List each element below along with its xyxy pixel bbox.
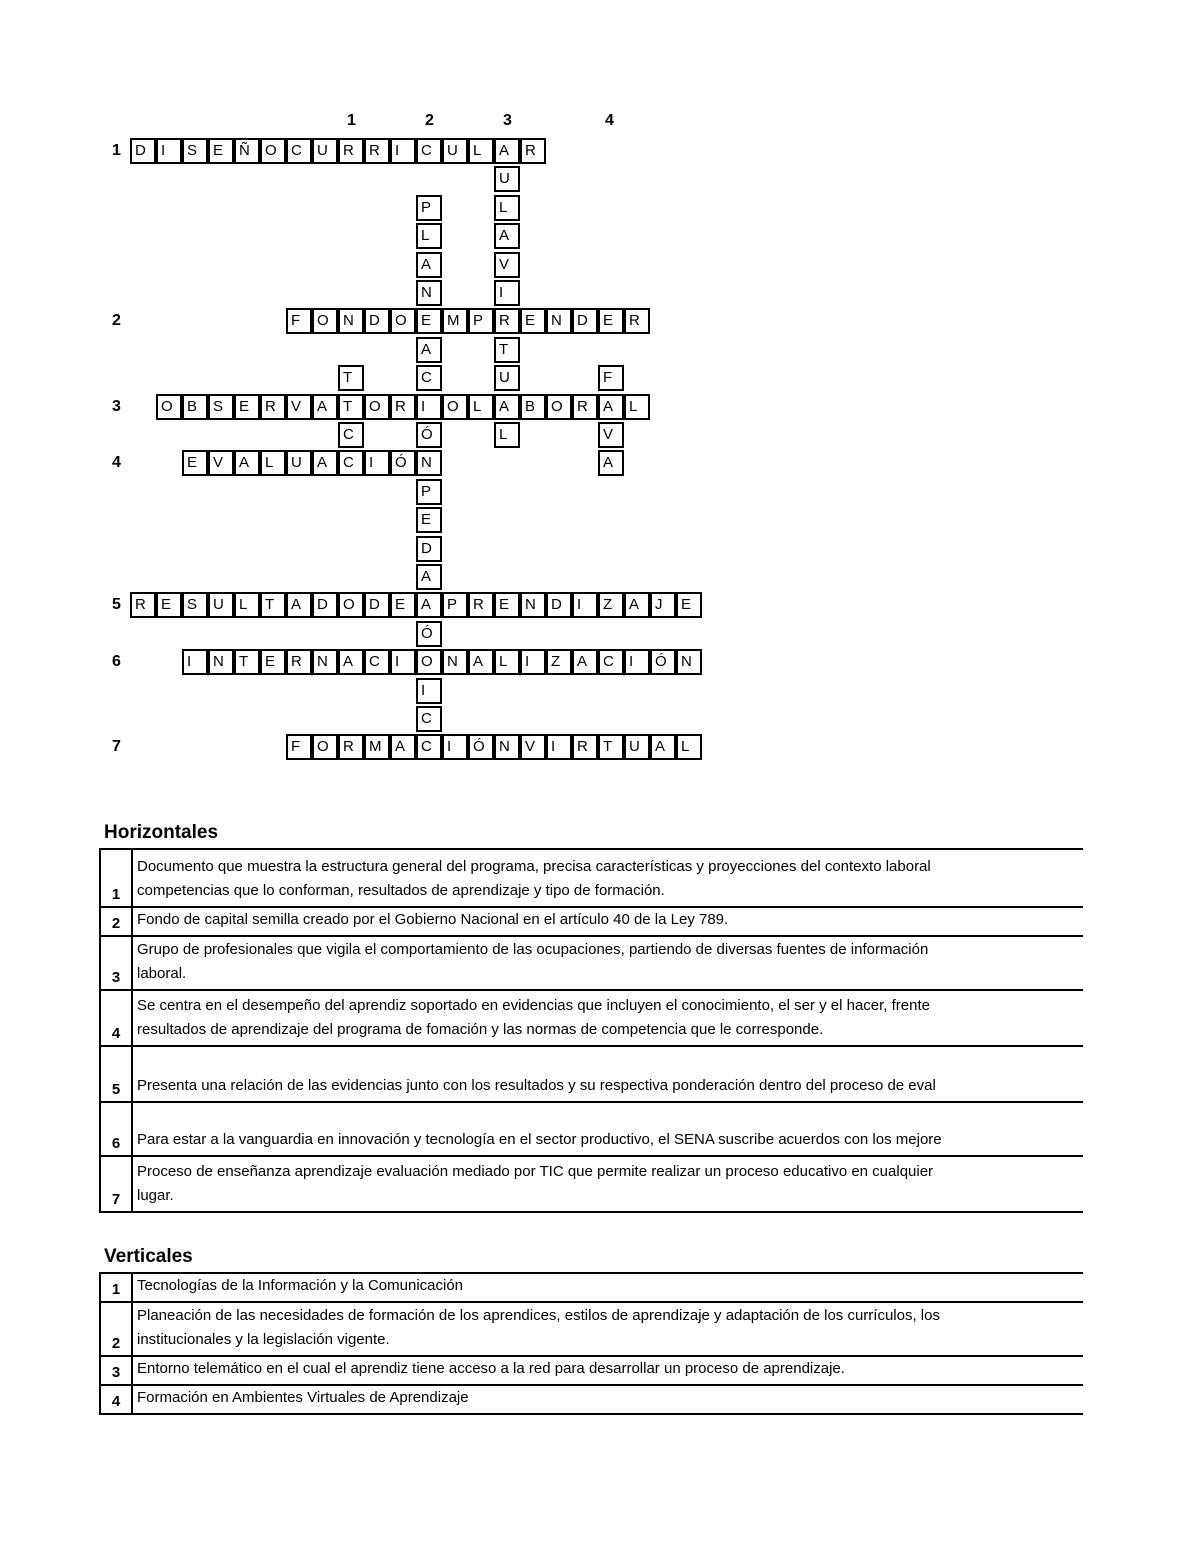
crossword-cell[interactable]: E xyxy=(390,592,416,618)
column-number: 1 xyxy=(347,112,356,129)
crossword-cell[interactable]: T xyxy=(598,734,624,760)
crossword-cell[interactable]: N xyxy=(546,308,572,334)
crossword-cell[interactable]: R xyxy=(364,138,390,164)
crossword-cell[interactable]: C xyxy=(416,138,442,164)
crossword-cell[interactable]: U xyxy=(208,592,234,618)
crossword-cell[interactable]: C xyxy=(286,138,312,164)
clue-line: resultados de aprendizaje del programa de fomación y las normas de competencia que le corresponde. xyxy=(137,1021,824,1038)
crossword-cell[interactable]: E xyxy=(182,450,208,476)
crossword-cell[interactable]: R xyxy=(572,734,598,760)
crossword-cell[interactable]: O xyxy=(390,308,416,334)
clue-text xyxy=(132,907,1083,936)
clue-number: 6 xyxy=(100,1102,132,1156)
crossword-cell[interactable]: N xyxy=(520,592,546,618)
row-number: 5 xyxy=(112,596,121,614)
crossword-cell[interactable]: Ó xyxy=(390,450,416,476)
crossword-cell[interactable]: A xyxy=(494,223,520,249)
crossword-cell[interactable]: O xyxy=(260,138,286,164)
crossword-cell[interactable]: T xyxy=(338,365,364,391)
crossword-cell[interactable]: P xyxy=(442,592,468,618)
crossword-cell[interactable]: O xyxy=(156,394,182,420)
crossword-cell[interactable]: V xyxy=(520,734,546,760)
clue-line: Fondo de capital semilla creado por el Gobierno Nacional en el artículo 40 de la Ley 789. xyxy=(137,911,729,928)
crossword-cell[interactable]: Z xyxy=(598,592,624,618)
horizontales-title: Horizontales xyxy=(104,822,219,843)
row-number: 4 xyxy=(112,454,121,472)
crossword-cell[interactable]: A xyxy=(650,734,676,760)
crossword-cell[interactable]: L xyxy=(494,195,520,221)
clue-line: Planeación de las necesidades de formación de los aprendices, estilos de aprendizaje y adaptación de los currículos, los xyxy=(137,1307,940,1324)
crossword-cell[interactable]: I xyxy=(442,734,468,760)
crossword-cell[interactable]: A xyxy=(338,649,364,675)
crossword-cell[interactable]: C xyxy=(338,422,364,448)
crossword-cell[interactable]: R xyxy=(338,734,364,760)
clue-row xyxy=(100,990,1083,1046)
crossword-cell[interactable]: I xyxy=(416,394,442,420)
crossword-cell[interactable]: O xyxy=(546,394,572,420)
crossword-cell[interactable]: E xyxy=(416,308,442,334)
crossword-cell[interactable]: A xyxy=(624,592,650,618)
row-number: 3 xyxy=(112,397,121,415)
clue-row xyxy=(100,1046,1083,1102)
clue-line: Presenta una relación de las evidencias junto con los resultados y su respectiva ponderación dentro del proceso de eval xyxy=(137,1077,936,1094)
clue-number: 5 xyxy=(100,1046,132,1102)
crossword-cell[interactable]: L xyxy=(234,592,260,618)
crossword-cell[interactable]: S xyxy=(182,138,208,164)
crossword-cell[interactable]: L xyxy=(494,422,520,448)
crossword-cell[interactable]: A xyxy=(312,450,338,476)
crossword-cell[interactable]: O xyxy=(416,649,442,675)
crossword-cell[interactable]: I xyxy=(390,138,416,164)
crossword-cell[interactable]: E xyxy=(260,649,286,675)
crossword-cell[interactable]: S xyxy=(182,592,208,618)
crossword-cell[interactable]: R xyxy=(624,308,650,334)
clue-row xyxy=(100,849,1083,907)
clue-text xyxy=(132,1102,1083,1156)
crossword-cell[interactable]: O xyxy=(338,592,364,618)
crossword-cell[interactable]: A xyxy=(234,450,260,476)
crossword-cell[interactable]: V xyxy=(208,450,234,476)
crossword-cell[interactable]: A xyxy=(416,592,442,618)
crossword-cell[interactable]: C xyxy=(416,706,442,732)
crossword-cell[interactable]: A xyxy=(416,252,442,278)
crossword-cell[interactable]: V xyxy=(286,394,312,420)
crossword-cell[interactable]: Ó xyxy=(416,621,442,647)
crossword-cell[interactable]: I xyxy=(182,649,208,675)
crossword-cell[interactable]: A xyxy=(598,394,624,420)
crossword-cell[interactable]: L xyxy=(676,734,702,760)
crossword-cell[interactable]: O xyxy=(312,734,338,760)
crossword-cell[interactable]: N xyxy=(676,649,702,675)
crossword-cell[interactable]: D xyxy=(130,138,156,164)
crossword-cell[interactable]: U xyxy=(286,450,312,476)
crossword-cell[interactable]: D xyxy=(416,536,442,562)
crossword-cell[interactable]: F xyxy=(286,734,312,760)
crossword-cell[interactable]: Ó xyxy=(468,734,494,760)
crossword-cell[interactable]: D xyxy=(546,592,572,618)
clue-line: Documento que muestra la estructura general del programa, precisa características y proyecciones del contexto laboral xyxy=(137,858,931,875)
crossword-cell[interactable]: I xyxy=(572,592,598,618)
crossword-cell[interactable]: A xyxy=(416,337,442,363)
clue-line: competencias que lo conforman, resultados de aprendizaje y tipo de formación. xyxy=(137,882,665,899)
clue-line: Entorno telemático en el cual el aprendiz tiene acceso a la red para desarrollar un proceso de aprendizaje. xyxy=(137,1360,845,1377)
crossword-cell[interactable]: R xyxy=(494,308,520,334)
row-number: 2 xyxy=(112,312,121,330)
row-number: 6 xyxy=(112,653,121,671)
crossword-cell[interactable]: U xyxy=(494,166,520,192)
clue-text xyxy=(132,990,1083,1046)
crossword-cell[interactable]: I xyxy=(364,450,390,476)
clue-text xyxy=(132,849,1083,907)
row-number: 7 xyxy=(112,738,121,756)
crossword-cell[interactable]: L xyxy=(624,394,650,420)
crossword-cell[interactable]: M xyxy=(442,308,468,334)
crossword-cell[interactable]: E xyxy=(520,308,546,334)
row-number: 1 xyxy=(112,142,121,159)
crossword-cell[interactable]: I xyxy=(390,649,416,675)
crossword-cell[interactable]: L xyxy=(260,450,286,476)
crossword-cell[interactable]: L xyxy=(468,394,494,420)
crossword-cell[interactable]: S xyxy=(208,394,234,420)
horizontales-table xyxy=(99,848,1083,1213)
crossword-cell[interactable]: E xyxy=(208,138,234,164)
verticales-table xyxy=(99,1272,1083,1415)
clue-text xyxy=(132,1156,1083,1212)
crossword-cell[interactable]: N xyxy=(442,649,468,675)
crossword-cell[interactable]: R xyxy=(260,394,286,420)
crossword-cell[interactable]: N xyxy=(208,649,234,675)
clue-row xyxy=(100,1385,1083,1414)
crossword-cell[interactable]: R xyxy=(338,138,364,164)
crossword-cell[interactable]: P xyxy=(468,308,494,334)
clue-line: Se centra en el desempeño del aprendiz soportado en evidencias que incluyen el conocimiento, el ser y el hacer, frente xyxy=(137,997,930,1014)
verticales-title: Verticales xyxy=(104,1246,193,1267)
clue-row xyxy=(100,1156,1083,1212)
crossword-cell[interactable]: Ó xyxy=(650,649,676,675)
clue-text xyxy=(132,1273,1083,1302)
crossword-cell[interactable]: I xyxy=(624,649,650,675)
crossword-cell[interactable]: V xyxy=(494,252,520,278)
crossword-cell[interactable]: O xyxy=(442,394,468,420)
clue-number: 4 xyxy=(100,990,132,1046)
clue-number: 7 xyxy=(100,1156,132,1212)
clue-line: Para estar a la vanguardia en innovación y tecnología en el sector productivo, el SENA suscribe acuerdos con los mejore xyxy=(137,1131,942,1148)
clue-number: 2 xyxy=(100,907,132,936)
crossword-cell[interactable]: L xyxy=(468,138,494,164)
crossword-cell[interactable]: V xyxy=(598,422,624,448)
column-number: 2 xyxy=(425,112,434,129)
crossword-cell[interactable]: E xyxy=(676,592,702,618)
crossword-cell[interactable]: A xyxy=(286,592,312,618)
crossword-cell[interactable]: L xyxy=(416,223,442,249)
crossword-cell[interactable]: B xyxy=(520,394,546,420)
clue-line: Grupo de profesionales que vigila el comportamiento de las ocupaciones, partiendo de diversas fuentes de información xyxy=(137,941,929,958)
crossword-cell[interactable]: T xyxy=(234,649,260,675)
crossword-cell[interactable]: C xyxy=(416,734,442,760)
crossword-cell[interactable]: Ñ xyxy=(234,138,260,164)
crossword-cell[interactable]: R xyxy=(390,394,416,420)
crossword-cell[interactable]: A xyxy=(494,138,520,164)
crossword-cell[interactable]: A xyxy=(572,649,598,675)
crossword-cell[interactable]: P xyxy=(416,479,442,505)
crossword-cell[interactable]: U xyxy=(312,138,338,164)
clue-line: Tecnologías de la Información y la Comunicación xyxy=(137,1277,464,1294)
crossword-cell[interactable]: N xyxy=(338,308,364,334)
crossword-cell[interactable]: Z xyxy=(546,649,572,675)
crossword-cell[interactable]: F xyxy=(286,308,312,334)
crossword-cell[interactable]: R xyxy=(520,138,546,164)
crossword-cell[interactable]: J xyxy=(650,592,676,618)
crossword-cell[interactable]: N xyxy=(312,649,338,675)
crossword-cell[interactable]: I xyxy=(520,649,546,675)
crossword-cell[interactable]: D xyxy=(364,592,390,618)
clue-line: Proceso de enseñanza aprendizaje evaluación mediado por TIC que permite realizar un proceso educativo en cualquier xyxy=(137,1163,934,1180)
clue-number: 1 xyxy=(100,1273,132,1302)
clue-number: 3 xyxy=(100,1356,132,1385)
clue-text xyxy=(132,1385,1083,1414)
crossword-cell[interactable]: N xyxy=(494,734,520,760)
clue-row xyxy=(100,907,1083,936)
crossword-cell[interactable]: T xyxy=(338,394,364,420)
clue-line: laboral. xyxy=(137,965,187,982)
crossword-cell[interactable]: R xyxy=(130,592,156,618)
crossword-cell[interactable]: D xyxy=(364,308,390,334)
crossword-cell[interactable]: M xyxy=(364,734,390,760)
clue-row xyxy=(100,1273,1083,1302)
crossword-cell[interactable]: A xyxy=(494,394,520,420)
crossword-cell[interactable]: P xyxy=(416,195,442,221)
column-number: 3 xyxy=(503,112,512,129)
crossword-cell[interactable]: D xyxy=(572,308,598,334)
crossword-cell[interactable]: L xyxy=(494,649,520,675)
clue-row xyxy=(100,936,1083,990)
crossword-cell[interactable]: A xyxy=(416,564,442,590)
crossword-cell[interactable]: R xyxy=(286,649,312,675)
crossword-cell[interactable]: U xyxy=(494,365,520,391)
crossword-cell[interactable]: E xyxy=(416,507,442,533)
crossword-cell[interactable]: E xyxy=(494,592,520,618)
clue-row xyxy=(100,1302,1083,1356)
clue-number: 1 xyxy=(100,849,132,907)
clue-row xyxy=(100,1102,1083,1156)
crossword-cell[interactable]: I xyxy=(546,734,572,760)
crossword-cell[interactable]: C xyxy=(598,649,624,675)
crossword-cell[interactable]: E xyxy=(598,308,624,334)
column-number: 4 xyxy=(605,112,614,129)
clue-text xyxy=(132,1046,1083,1102)
clue-number: 2 xyxy=(100,1302,132,1356)
crossword-cell[interactable]: I xyxy=(156,138,182,164)
crossword-cell[interactable]: T xyxy=(494,337,520,363)
crossword-cell[interactable]: I xyxy=(416,678,442,704)
crossword-cell[interactable]: I xyxy=(494,280,520,306)
crossword-cell[interactable]: N xyxy=(416,450,442,476)
clue-line: Formación en Ambientes Virtuales de Aprendizaje xyxy=(137,1389,469,1406)
clue-line: institucionales y la legislación vigente. xyxy=(137,1331,390,1348)
crossword-cell[interactable]: C xyxy=(338,450,364,476)
crossword-cell[interactable]: E xyxy=(234,394,260,420)
crossword-cell[interactable]: N xyxy=(416,280,442,306)
crossword-cell[interactable]: Ó xyxy=(416,422,442,448)
crossword-cell[interactable]: B xyxy=(182,394,208,420)
clue-text xyxy=(132,1302,1083,1356)
clue-number: 4 xyxy=(100,1385,132,1414)
crossword-cell[interactable]: C xyxy=(416,365,442,391)
crossword-cell[interactable]: O xyxy=(312,308,338,334)
crossword-cell[interactable]: A xyxy=(390,734,416,760)
crossword-cell[interactable]: D xyxy=(312,592,338,618)
crossword-cell[interactable]: U xyxy=(624,734,650,760)
crossword-cell[interactable]: O xyxy=(364,394,390,420)
crossword-cell[interactable]: U xyxy=(442,138,468,164)
clue-text xyxy=(132,1356,1083,1385)
clue-number: 3 xyxy=(100,936,132,990)
clue-row xyxy=(100,1356,1083,1385)
crossword-cell[interactable]: F xyxy=(598,365,624,391)
crossword-cell[interactable]: T xyxy=(260,592,286,618)
crossword-cell[interactable]: A xyxy=(312,394,338,420)
clue-line: lugar. xyxy=(137,1187,174,1204)
crossword-cell[interactable]: R xyxy=(572,394,598,420)
crossword-cell[interactable]: R xyxy=(468,592,494,618)
crossword-cell[interactable]: C xyxy=(364,649,390,675)
crossword-cell[interactable]: A xyxy=(598,450,624,476)
clue-text xyxy=(132,936,1083,990)
crossword-cell[interactable]: E xyxy=(156,592,182,618)
crossword-cell[interactable]: A xyxy=(468,649,494,675)
